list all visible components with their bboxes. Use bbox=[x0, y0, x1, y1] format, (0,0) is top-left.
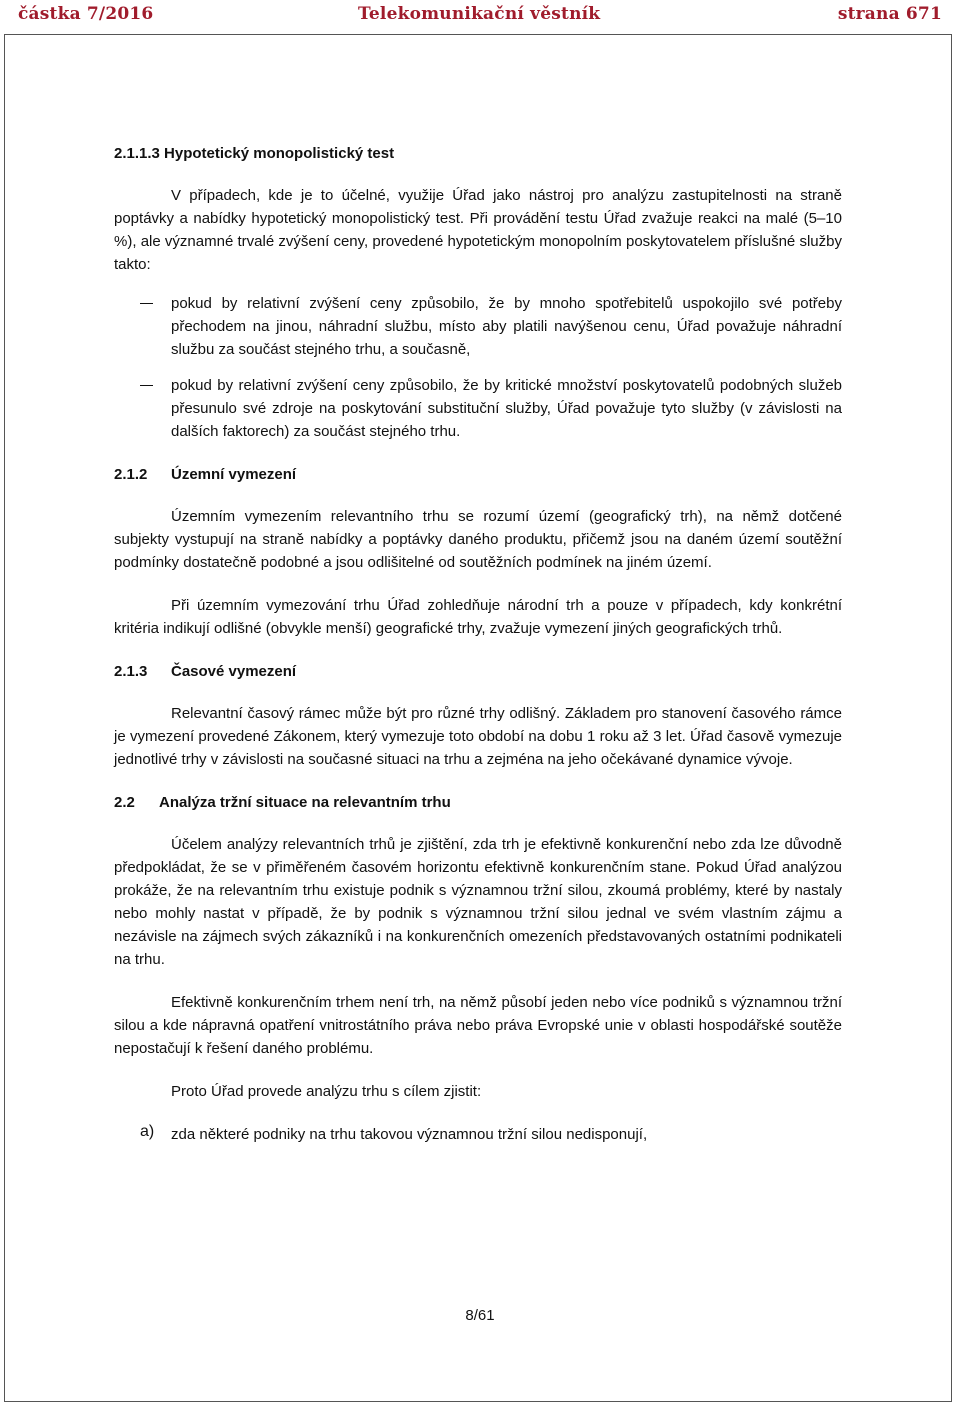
document-body bbox=[114, 142, 842, 1146]
heading-title: Časové vymezení bbox=[171, 663, 297, 680]
bullet-text: pokud by relativní zvýšení ceny způsobilo, že by kritické množství poskytovatelů podobných služeb přesunulo své zdroje na poskytování substituční služby, Úřad považuje tyto služby (v závislosti na dalších faktorech) za součást stejného trhu. bbox=[171, 377, 842, 440]
page-header bbox=[18, 4, 942, 28]
list-item bbox=[114, 1123, 842, 1146]
paragraph-22-1: Účelem analýzy relevantních trhů je zjištění, zda trh je efektivně konkurenční nebo zda lze důvodně předpokládat, že se v přiměřeném časovém horizontu efektivně konkurenčním stane. Pokud Úřad analýzou prokáže, že na relevantním trhu existuje podnik s významnou tržní silou, zkoumá problémy, které by nastaly nebo mohly nastat v případě, že by podnik s významnou tržní silou jednal ve svém vlastním zájmu a nezávisle na zájmech svých zákazníků i na konkurenčních omezeních představovaných ostatními podnikateli na trhu. bbox=[114, 836, 842, 968]
heading-number: 2.1.2 bbox=[114, 466, 148, 483]
heading-number: 2.2 bbox=[114, 794, 135, 811]
header-publication: Telekomunikační věstník bbox=[358, 4, 601, 24]
bullet-item bbox=[114, 374, 842, 443]
header-issue: částka 7/2016 bbox=[18, 4, 154, 24]
list-label: a) bbox=[140, 1123, 155, 1140]
header-page: strana 671 bbox=[837, 4, 942, 24]
paragraph-22-3: Proto Úřad provede analýzu trhu s cílem zjistit: bbox=[171, 1083, 482, 1100]
bullet-item bbox=[114, 292, 842, 361]
heading-number: 2.1.3 bbox=[114, 663, 148, 680]
heading-212 bbox=[114, 463, 842, 486]
paragraph-22-2: Efektivně konkurenčním trhem není trh, na němž působí jeden nebo více podniků s významnou tržní silou a kde nápravná opatření vnitrostátního práva nebo práva Evropské unie v oblasti hospodářské soutěže nepostačují k řešení daného problému. bbox=[114, 994, 842, 1057]
bullet-text: pokud by relativní zvýšení ceny způsobilo, že by mnoho spotřebitelů uspokojilo své potřeby přechodem na jinou, náhradní službu, místo aby platili navýšenou cenu, Úřad považuje náhradní službu za součást stejného trhu, a současně, bbox=[171, 295, 842, 358]
paragraph-212-1: Územním vymezením relevantního trhu se rozumí území (geografický trh), na němž dotčené subjekty vystupují na straně nabídky a poptávky daného produktu, přičemž jsou na daném území soutěžní podmínky dostatečně podobné a jsou odlišitelné od soutěžních podmínek na jiném území. bbox=[114, 508, 842, 571]
heading-title: Analýza tržní situace na relevantním trhu bbox=[159, 794, 451, 811]
heading-2113: 2.1.1.3 Hypotetický monopolistický test bbox=[114, 145, 395, 162]
heading-22 bbox=[114, 791, 842, 814]
page-number: 8/61 bbox=[465, 1307, 495, 1324]
list-text: zda některé podniky na trhu takovou významnou tržní silou nedisponují, bbox=[171, 1126, 648, 1143]
heading-title: Územní vymezení bbox=[171, 466, 297, 483]
paragraph-2113: V případech, kde je to účelné, využije Úřad jako nástroj pro analýzu zastupitelnosti na straně poptávky a nabídky hypotetický monopolistický test. Při provádění testu Úřad zvažuje reakci na malé (5–10 %), ale významné trvalé zvýšení ceny, provedené hypotetickým monopolním poskytovatelem příslušné služby takto: bbox=[114, 187, 842, 273]
heading-213 bbox=[114, 660, 842, 683]
paragraph-213: Relevantní časový rámec může být pro různé trhy odlišný. Základem pro stanovení časového rámce je vymezení provedené Zákonem, který vymezuje toto období na dobu 1 roku až 3 let. Úřad časově vymezuje jednotlivé trhy v závislosti na současné situaci na trhu a zejména na jeho očekávané dynamice vývoje. bbox=[114, 705, 842, 768]
dash-marker bbox=[140, 385, 153, 386]
dash-marker bbox=[140, 303, 153, 304]
paragraph-212-2: Při územním vymezování trhu Úřad zohledňuje národní trh a pouze v případech, kdy konkrétní kritéria indikují odlišné (obvykle menší) geografické trhy, zvažuje vymezení jiných geografických trhů. bbox=[114, 597, 842, 637]
